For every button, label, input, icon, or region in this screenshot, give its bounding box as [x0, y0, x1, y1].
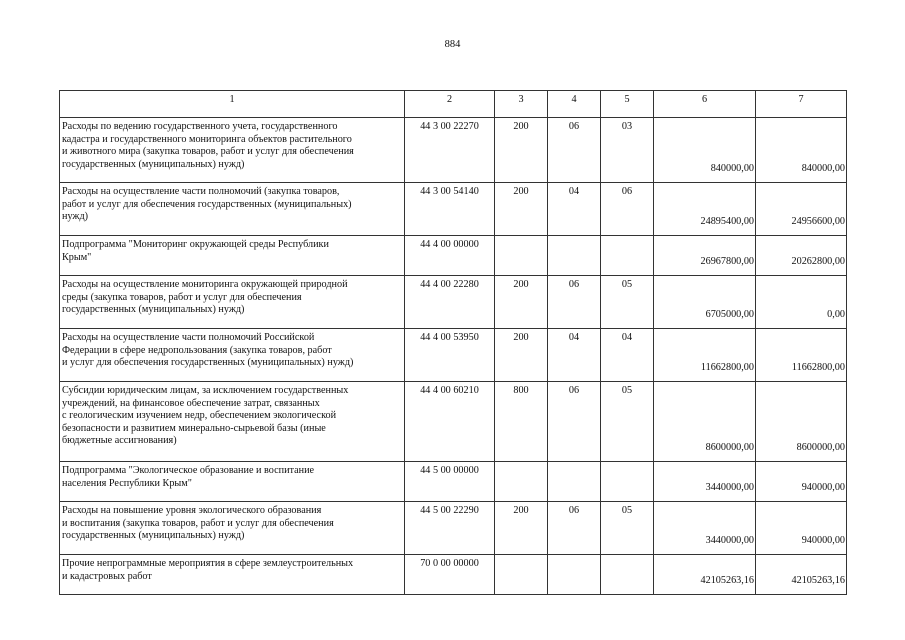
row-amount-col7: 24956600,00: [756, 183, 847, 236]
row-amount-col7: 11662800,00: [756, 329, 847, 382]
header-cell: 1: [60, 91, 405, 118]
row-col4: [548, 555, 601, 595]
description-line: Федерации в сфере недропользования (закупка товаров, работ: [62, 344, 332, 356]
description-line: Расходы на осуществление мониторинга окружающей природной: [62, 279, 348, 290]
row-amount-col6: 11662800,00: [654, 329, 756, 382]
row-description: [60, 329, 405, 382]
row-amount-col6: 3440000,00: [654, 502, 756, 555]
row-col5: [601, 462, 654, 502]
row-code: 44 4 00 00000: [405, 236, 495, 276]
row-col4: [548, 236, 601, 276]
row-code: 44 4 00 22280: [405, 276, 495, 329]
row-description: [60, 382, 405, 462]
description-line: безопасности и развитием минерально-сырьевой базы (иные: [62, 422, 326, 434]
row-col3: [495, 462, 548, 502]
page-number: 884: [444, 39, 461, 50]
row-col4: 06: [548, 118, 601, 183]
description-line: среды (закупка товаров, работ и услуг для обеспечения: [62, 291, 302, 303]
row-col3: [495, 236, 548, 276]
row-col3: 200: [495, 502, 548, 555]
row-amount-col7: 940000,00: [756, 502, 847, 555]
description-line: Расходы на осуществление части полномочий (закупка товаров,: [62, 186, 340, 197]
row-description: [60, 462, 405, 502]
row-col5: 05: [601, 276, 654, 329]
table-row: [60, 462, 847, 502]
row-col5: 05: [601, 502, 654, 555]
header-cell: 7: [756, 91, 847, 118]
description-line: Субсидии юридическим лицам, за исключением государственных: [62, 385, 349, 396]
row-col4: 06: [548, 276, 601, 329]
row-col4: 04: [548, 183, 601, 236]
row-description: [60, 502, 405, 555]
budget-table: [59, 90, 847, 595]
row-amount-col6: 3440000,00: [654, 462, 756, 502]
row-amount-col7: 840000,00: [756, 118, 847, 183]
row-code: 44 4 00 53950: [405, 329, 495, 382]
row-code: 70 0 00 00000: [405, 555, 495, 595]
row-code: 44 5 00 00000: [405, 462, 495, 502]
row-amount-col6: 840000,00: [654, 118, 756, 183]
row-col5: 03: [601, 118, 654, 183]
row-col5: 05: [601, 382, 654, 462]
row-col4: 06: [548, 502, 601, 555]
row-amount-col7: 0,00: [756, 276, 847, 329]
description-line: населения Республики Крым": [62, 477, 192, 489]
description-line: Подпрограмма "Экологическое образование и воспитание: [62, 465, 315, 476]
description-line: государственных (муниципальных) нужд): [62, 158, 245, 170]
row-col4: 06: [548, 382, 601, 462]
row-amount-col6: 26967800,00: [654, 236, 756, 276]
description-line: с геологическим изучением недр, обеспечением экологической: [62, 410, 337, 422]
row-description: [60, 236, 405, 276]
row-col5: [601, 236, 654, 276]
row-amount-col7: 8600000,00: [756, 382, 847, 462]
row-col5: [601, 555, 654, 595]
description-line: Крым": [62, 251, 92, 263]
description-line: и услуг для обеспечения государственных (муниципальных) нужд): [62, 357, 354, 369]
table-row: [60, 555, 847, 595]
row-col3: 800: [495, 382, 548, 462]
row-amount-col7: 940000,00: [756, 462, 847, 502]
row-amount-col6: 6705000,00: [654, 276, 756, 329]
header-cell: 5: [601, 91, 654, 118]
row-amount-col6: 24895400,00: [654, 183, 756, 236]
row-code: 44 5 00 22290: [405, 502, 495, 555]
description-line: бюджетные ассигнования): [62, 435, 177, 447]
row-code: 44 4 00 60210: [405, 382, 495, 462]
row-col4: 04: [548, 329, 601, 382]
row-description: [60, 183, 405, 236]
row-col3: 200: [495, 276, 548, 329]
description-line: Расходы по ведению государственного учета, государственного: [62, 121, 338, 132]
row-amount-col6: 42105263,16: [654, 555, 756, 595]
table-header-row: [60, 91, 847, 118]
row-col3: 200: [495, 329, 548, 382]
row-code: 44 3 00 22270: [405, 118, 495, 183]
description-line: и кадастровых работ: [62, 570, 152, 582]
header-cell: 3: [495, 91, 548, 118]
row-col5: 06: [601, 183, 654, 236]
description-line: Прочие непрограммные мероприятия в сфере землеустроительных: [62, 558, 354, 569]
description-line: учреждений, на финансовое обеспечение затрат, связанных: [62, 397, 320, 409]
row-amount-col7: 20262800,00: [756, 236, 847, 276]
description-line: государственных (муниципальных) нужд): [62, 304, 245, 316]
description-line: государственных (муниципальных) нужд): [62, 530, 245, 542]
row-amount-col7: 42105263,16: [756, 555, 847, 595]
description-line: и воспитания (закупка товаров, работ и услуг для обеспечения: [62, 517, 334, 529]
description-line: работ и услуг для обеспечения государственных (муниципальных): [62, 198, 352, 210]
row-description: [60, 555, 405, 595]
description-line: нужд): [62, 211, 89, 223]
table-row: [60, 236, 847, 276]
row-code: 44 3 00 54140: [405, 183, 495, 236]
row-col3: 200: [495, 118, 548, 183]
row-col4: [548, 462, 601, 502]
table-row: [60, 382, 847, 462]
row-col5: 04: [601, 329, 654, 382]
description-line: и животного мира (закупка товаров, работ и услуг для обеспечения: [62, 146, 354, 158]
header-cell: 4: [548, 91, 601, 118]
table-row: [60, 329, 847, 382]
row-col3: [495, 555, 548, 595]
table-body: [60, 91, 847, 595]
row-col3: 200: [495, 183, 548, 236]
table-row: [60, 118, 847, 183]
row-description: [60, 118, 405, 183]
header-cell: 6: [654, 91, 756, 118]
description-line: Подпрограмма "Мониторинг окружающей среды Республики: [62, 239, 329, 250]
table-row: [60, 276, 847, 329]
description-line: Расходы на осуществление части полномочий Российской: [62, 332, 315, 343]
table-row: [60, 183, 847, 236]
row-description: [60, 276, 405, 329]
table-row: [60, 502, 847, 555]
description-line: Расходы на повышение уровня экологического образования: [62, 505, 322, 516]
header-cell: 2: [405, 91, 495, 118]
description-line: кадастра и государственного мониторинга объектов растительного: [62, 133, 352, 145]
row-amount-col6: 8600000,00: [654, 382, 756, 462]
